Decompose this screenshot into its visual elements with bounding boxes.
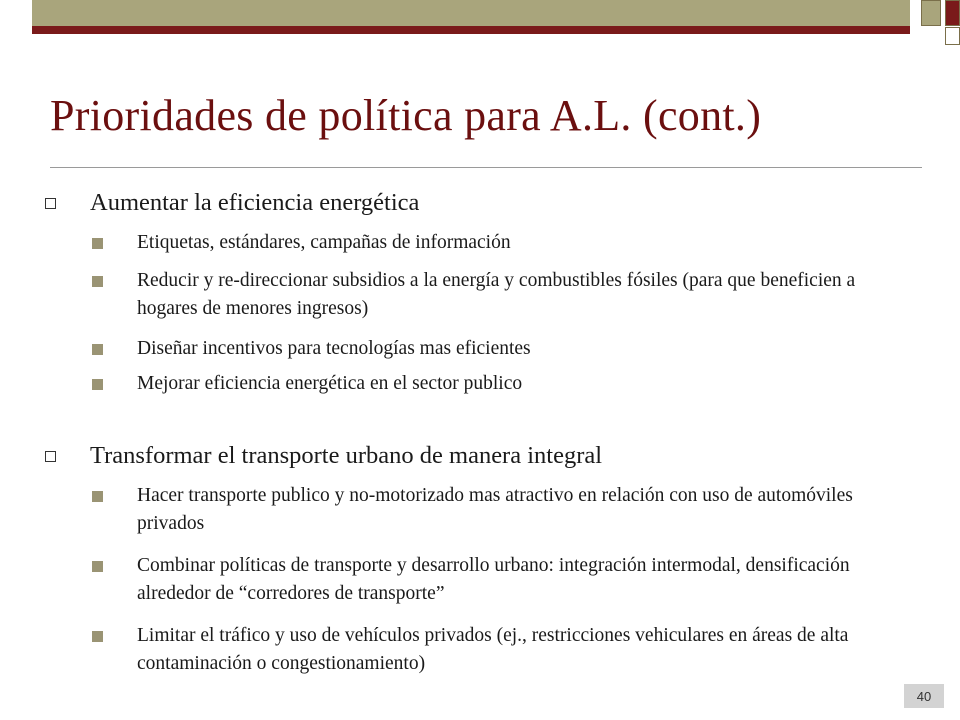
page-number: 40	[904, 684, 944, 708]
list-item: Mejorar eficiencia energética en el sector publico	[137, 373, 523, 394]
square-bullet-icon	[92, 344, 103, 355]
square-bullet-icon	[92, 276, 103, 287]
hollow-square-bullet-icon	[45, 451, 56, 462]
list-item: Combinar políticas de transporte y desarrollo urbano: integración intermodal, densificación alrededor de “corredores de transporte”	[137, 555, 850, 604]
section-heading: Aumentar la eficiencia energética	[90, 189, 420, 216]
list-item: Hacer transporte publico y no-motorizado mas atractivo en relación con uso de automóviles privados	[137, 485, 853, 534]
list-item: Etiquetas, estándares, campañas de información	[137, 232, 511, 253]
square-bullet-icon	[92, 631, 103, 642]
section-heading: Transformar el transporte urbano de manera integral	[90, 442, 603, 469]
square-bullet-icon	[92, 238, 103, 249]
square-bullet-icon	[92, 561, 103, 572]
list-item: Diseñar incentivos para tecnologías mas eficientes	[137, 338, 531, 359]
slide-title: Prioridades de política para A.L. (cont.)	[50, 91, 762, 140]
list-item: Limitar el tráfico y uso de vehículos privados (ej., restricciones vehiculares en áreas de alta contaminación o congestionamiento)	[137, 625, 849, 674]
square-bullet-icon	[92, 379, 103, 390]
hollow-square-bullet-icon	[45, 198, 56, 209]
square-bullet-icon	[92, 491, 103, 502]
list-item: Reducir y re-direccionar subsidios a la energía y combustibles fósiles (para que beneficien a hogares de menores ingresos)	[137, 270, 856, 319]
